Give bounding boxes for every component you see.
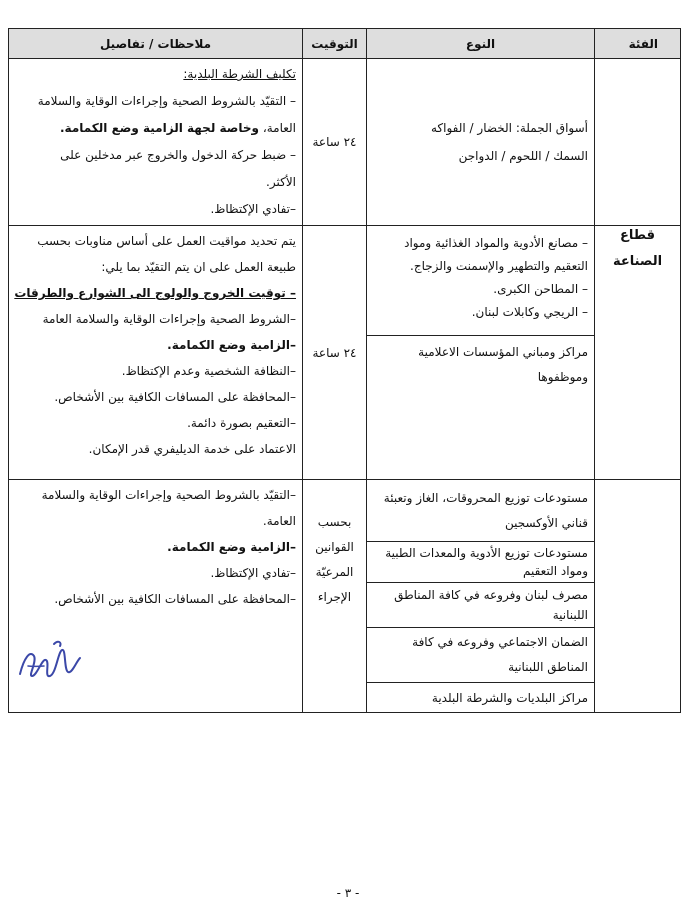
notes-emphasis: –الزامية وضع الكمامة.: [167, 338, 296, 352]
table-row: [9, 226, 681, 336]
notes-line: العامة.: [262, 514, 296, 528]
list-item: – مصانع الأدوية والمواد الغذائية ومواد التعقيم والتطهير والإسمنت والزجاج.: [404, 236, 588, 273]
type-line: أسواق الجملة: الخضار / الفواكه: [431, 121, 588, 135]
type-cell: [367, 542, 595, 583]
notes-line: الاعتماد على خدمة الديليفري قدر الإمكان.: [88, 442, 296, 456]
notes-line: [15, 115, 296, 142]
category-cell-empty: [595, 480, 681, 713]
category-cell-industry: [595, 226, 681, 480]
notes-line: –التعقيم بصورة دائمة.: [187, 416, 296, 430]
table-row: [9, 59, 681, 226]
regulations-table: [8, 28, 681, 713]
type-text: مصرف لبنان وفروعه في كافة المناطق اللبنانية: [394, 588, 588, 622]
header-timing: التوقيت: [303, 29, 367, 59]
category-label: الصناعة: [612, 253, 663, 269]
notes-line: –المحافظة على المسافات الكافية بين الأشخاص.: [54, 390, 296, 404]
notes-line: – ضبط حركة الدخول والخروج عبر مدخلين على: [60, 148, 296, 162]
notes-line: –المحافظة على المسافات الكافية بين الأشخاص.: [54, 592, 296, 606]
type-cell: [367, 480, 595, 542]
type-text: مراكز ومباني المؤسسات الاعلامية وموظفوها: [418, 345, 588, 384]
notes-emphasis: وخاصة لجهة الزامية وضع الكمامة.: [59, 121, 260, 135]
type-cell-media: [367, 336, 595, 480]
notes-line: –الشروط الصحية وإجراءات الوقاية والسلامة العامة: [42, 312, 296, 326]
type-text: الضمان الاجتماعي وفروعه في كافة المناطق اللبنانية: [412, 635, 588, 674]
notes-line: –النظافة الشخصية وعدم الإكتظاظ.: [121, 364, 296, 378]
notes-line: –تفادي الإكتظاظ.: [210, 202, 296, 216]
list-item-text: مصانع الأدوية والمواد الغذائية ومواد التعقيم والتطهير والإسمنت والزجاج.: [404, 236, 588, 273]
header-row: [9, 29, 681, 59]
type-cell: [367, 628, 595, 683]
timing-cell: ٢٤ ساعة: [303, 59, 367, 226]
timing-line: الإجراء: [317, 590, 352, 604]
type-line: السمك / اللحوم / الدواجن: [458, 149, 588, 163]
list-item-text: الريجي وكابلات لبنان.: [471, 305, 579, 319]
header-type: النوع: [367, 29, 595, 59]
type-text: مراكز البلديات والشرطة البلدية: [431, 690, 588, 705]
notes-line: – التقيّد بالشروط الصحية وإجراءات الوقاية والسلامة: [37, 94, 296, 108]
signature-icon: [14, 636, 86, 690]
notes-cell: [9, 226, 303, 480]
list-item-text: المطاحن الكبرى.: [493, 282, 579, 296]
type-text: مستودعات توزيع الأدوية والمعدات الطبية ومواد التعقيم: [385, 546, 588, 578]
table-row: [9, 480, 681, 542]
timing-cell: [303, 480, 367, 713]
notes-line: طبيعة العمل على ان يتم التقيّد بما يلي:: [101, 260, 296, 274]
type-cell: [367, 583, 595, 628]
header-notes: ملاحظات / تفاصيل: [9, 29, 303, 59]
notes-line: –التقيّد بالشروط الصحية وإجراءات الوقاية والسلامة: [41, 488, 296, 502]
category-cell-empty: [595, 59, 681, 226]
page-number: - ٣ -: [336, 886, 360, 900]
timing-cell: ٢٤ ساعة: [303, 226, 367, 480]
type-cell-wholesale: [367, 59, 595, 226]
type-cell: [367, 683, 595, 713]
timing-line: القوانين: [315, 540, 354, 554]
notes-line: يتم تحديد مواقيت العمل على أساس مناوبات بحسب: [37, 234, 296, 248]
notes-line: –تفادي الإكتظاظ.: [210, 566, 296, 580]
notes-emphasis: –الزامية وضع الكمامة.: [167, 540, 296, 554]
category-label: قطاع: [620, 227, 655, 243]
list-item: – الريجي وكابلات لبنان.: [471, 305, 588, 319]
notes-cell: [9, 59, 303, 226]
timing-line: المرعيّة: [315, 565, 354, 579]
header-category: الفئة: [595, 29, 681, 59]
type-cell-industry-list: [367, 226, 595, 336]
notes-title: تكليف الشرطة البلدية:: [183, 67, 296, 81]
notes-emphasis: – توقيت الخروج والولوج الى الشوارع والطرقات: [14, 286, 296, 300]
type-text: مستودعات توزيع المحروقات، الغاز وتعبئة قناني الأوكسجين: [383, 490, 588, 530]
list-item: – المطاحن الكبرى.: [493, 282, 588, 296]
timing-line: بحسب: [317, 515, 352, 529]
notes-text: العامة،: [259, 121, 296, 135]
notes-line: الأكثر.: [266, 175, 296, 189]
